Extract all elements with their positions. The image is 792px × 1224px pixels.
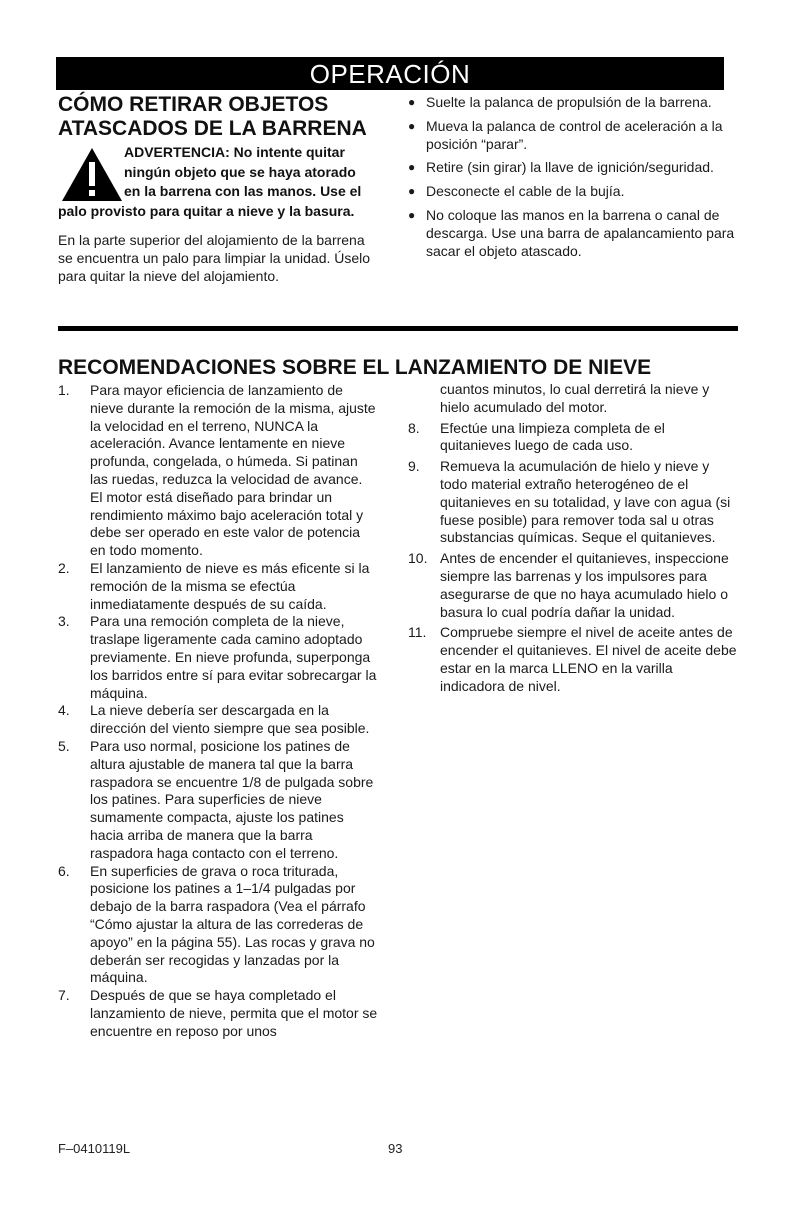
list-item-number: 10. [408,550,428,567]
list-item [408,420,738,456]
bullet-text: No coloque las manos en la barrena o canal de descarga. Use una barra de apalancamiento para sacar el objeto atascado. [426,206,735,259]
bullet-item [406,118,736,154]
warning-label: ADVERTENCIA: No intente quitar ningún objeto que se haya atorado en la barrena con las manos. Use el palo provisto para quitar a nieve y la basura. [58,144,362,219]
list-item-number: 6. [58,862,70,879]
bullet-icon: ● [408,184,416,199]
list-item [58,560,378,613]
list-item [408,624,738,695]
page-number: 93 [388,1141,403,1156]
list-item [408,550,738,621]
recommendations-list-right [408,381,738,699]
list-item-number: 11. [408,624,427,641]
bullet-text: Desconecte el cable de la bujía. [426,183,625,200]
bullet-text: Retire (sin girar) la llave de ignición/seguridad. [426,159,714,176]
list-item-text: Después de que se haya completado el lanzamiento de nieve, permita que el motor se encuentre en reposo por unos [90,987,378,1039]
safety-steps-list [406,94,736,266]
bullet-icon: ● [408,207,416,222]
list-item-number: 5. [58,737,70,754]
bullet-icon: ● [408,118,416,133]
list-item-number: 9. [408,458,420,475]
list-item-number: 4. [58,702,70,719]
bullet-item [406,207,736,260]
bullet-icon: ● [408,95,416,109]
list-item-number: 2. [58,559,70,576]
list-item-number: 3. [58,613,70,630]
bullet-item [406,94,736,112]
list-item-text: Efectúe una limpieza completa de el quitanieves luego de cada uso. [440,419,665,454]
document-code: F–0410119L [58,1141,131,1156]
bullet-item [406,159,736,177]
list-item-text: Compruebe siempre el nivel de aceite antes de encender el quitanieves. El nivel de aceite debe estar en la marca LLENO en la varilla indicadora de nivel. [440,624,737,694]
list-item [408,458,738,547]
list-item-text: Antes de encender el quitanieves, inspeccione siempre las barrenas y los impulsores para asegurarse de que no haya acumulado hielo o basura lo cual podría dañar la unidad. [440,550,729,620]
bullet-text: Mueva la palanca de control de aceleración a la posición “parar”. [426,117,723,152]
list-item [58,702,378,738]
list-item-text: Remueva la acumulación de hielo y nieve y todo material extraño heterogéneo de el quitanieves en su totalidad, y lave con agua (si fuese posible) para remover toda sal u otras substancias químicas. Seque el quitanieves. [440,458,731,546]
bullet-text: Suelte la palanca de propulsión de la barrena. [426,94,712,110]
list-item-text: El lanzamiento de nieve es más eficente si la remoción de la misma se efectúa inmediatamente después de su caída. [90,559,370,612]
recommendations-list-left [58,382,378,1040]
list-item [58,987,378,1040]
list-item-continuation: cuantos minutos, lo cual derretirá la nieve y hielo acumulado del motor. [440,381,710,415]
warning-text [58,143,376,221]
list-item [58,382,378,560]
stick-paragraph: En la parte superior del alojamiento de la barrena se encuentra un palo para limpiar la unidad. Úselo para quitar la nieve del alojamiento. [58,232,371,284]
list-item-text: Para una remoción completa de la nieve, traslape ligeramente cada camino adoptado previamente. En nieve profunda, superponga los barridos entre sí para evitar sobrecargar la máquina. [90,613,377,701]
list-item-text: Para mayor eficiencia de lanzamiento de nieve durante la remoción de la misma, ajuste la velocidad en el terreno, NUNCA la aceleración. Avance lentamente en nieve profunda, congelada, o húmeda. Si patinan las ruedas, reduzca la velocidad de avance. El motor está diseñado para brindar un rendimiento máximo bajo aceleración total y debe ser operado en este valor de potencia en todo momento. [90,382,376,559]
list-item-number: 7. [58,987,70,1004]
list-item-text: En superficies de grava o roca triturada, posicione los patines a 1–1/4 pulgadas por debajo de la barra raspadora (Vea el párrafo “Cómo ajustar la altura de las correderas de apoyo” en la página 55). Las rocas y grava no deberán ser recogidas y lanzadas por la máquina. [90,862,375,986]
section-banner: OPERACIÓN [56,57,724,90]
list-item [58,863,378,988]
list-item [58,738,378,863]
list-item-number: 8. [408,419,420,436]
list-item-number: 1. [58,382,70,398]
bullet-item [406,183,736,201]
section-divider [58,326,738,331]
bullet-icon: ● [408,160,416,175]
list-item [58,613,378,702]
section-title-remove-objects: CÓMO RETIRAR OBJETOS ATASCADOS DE LA BARRENA [58,93,367,140]
section-title-recommendations: RECOMENDACIONES SOBRE EL LANZAMIENTO DE NIEVE [58,356,652,379]
list-item-text: Para uso normal, posicione los patines de altura ajustable de manera tal que la barra raspadora se encuentre 1/8 de pulgada sobre los patines. Para superficies de nieve sumamente compacta, ajuste los patines hacia arriba de manera que la barra raspadora haga contacto con el terreno. [90,737,374,861]
list-item-text: La nieve debería ser descargada en la dirección del viento siempre que sea posible. [90,702,370,737]
